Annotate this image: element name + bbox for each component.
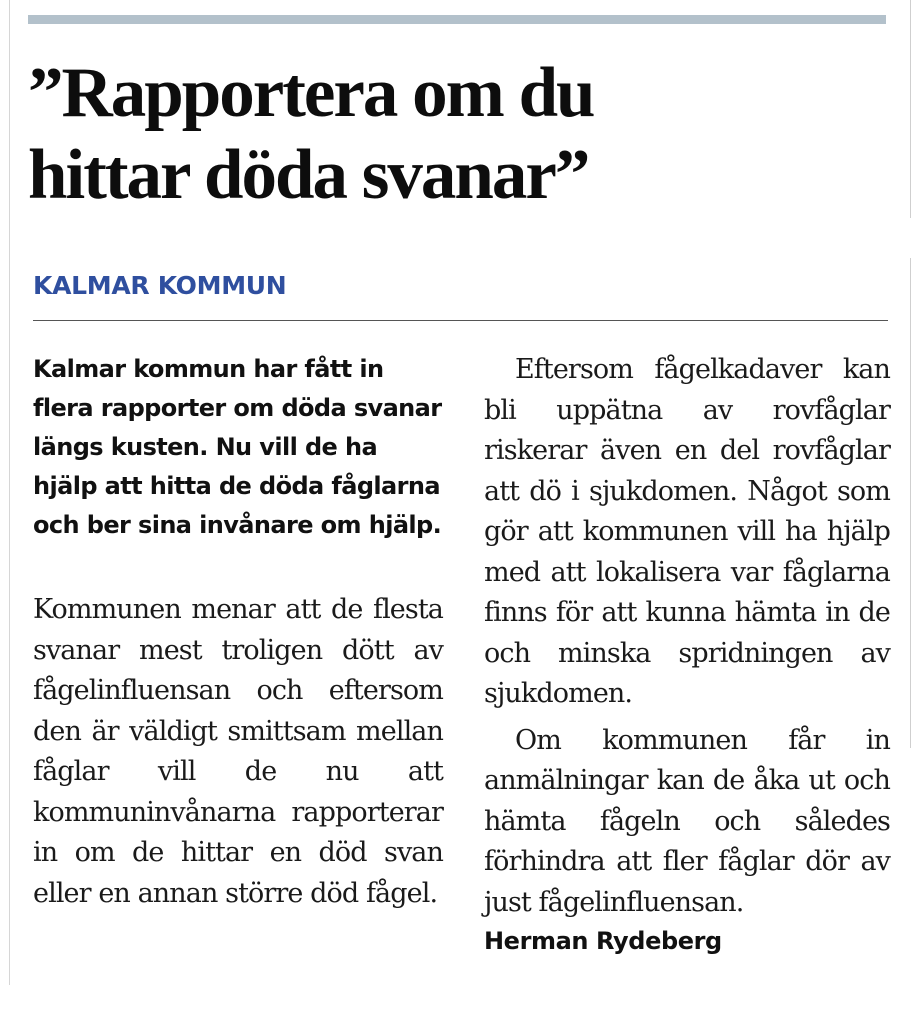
article-paragraph-1: Kommunen menar att de flesta svanar mest troligen dött av fågelinfluensan och eftersom den är väldigt smittsam mellan fåglar vill de nu att kommuninvånarna rapporterar in om de hittar en död svan eller en annan större död fågel. bbox=[33, 594, 443, 909]
left-column-rule bbox=[9, 0, 10, 985]
right-column-rule-bottom bbox=[910, 258, 911, 748]
kicker-divider bbox=[33, 320, 888, 321]
article-ingress: Kalmar kommun har fått in flera rapporter om döda svanar längs kusten. Nu vill de ha hjälp att hitta de döda fåglarna och ber sina invånare om hjälp. bbox=[33, 355, 442, 539]
right-column-rule-top bbox=[910, 0, 911, 218]
article-byline: Herman Rydeberg bbox=[484, 927, 722, 955]
top-accent-bar bbox=[28, 15, 886, 24]
headline-line-2: hittar döda svanar” bbox=[28, 136, 589, 214]
article-paragraph-3: Om kommunen får in anmälningar kan de åka ut och hämta fågeln och således förhindra att fler fåglar dör av just fågelinfluensan. bbox=[484, 724, 890, 918]
section-kicker: KALMAR KOMMUN bbox=[33, 271, 287, 300]
article-headline bbox=[28, 52, 888, 216]
article-paragraph-2: Eftersom fågelkadaver kan bli uppätna av rovfåglar riskerar även en del rovfåglar att dö i sjukdomen. Något som gör att kommunen vill ha hjälp med att lokalisera var fåglarna finns för att kunna hämta in de och minska spridningen av sjukdomen. bbox=[484, 354, 890, 709]
headline-line-1: ”Rapportera om du bbox=[28, 54, 594, 132]
article-column-left bbox=[33, 350, 443, 914]
article-column-right bbox=[484, 350, 890, 957]
